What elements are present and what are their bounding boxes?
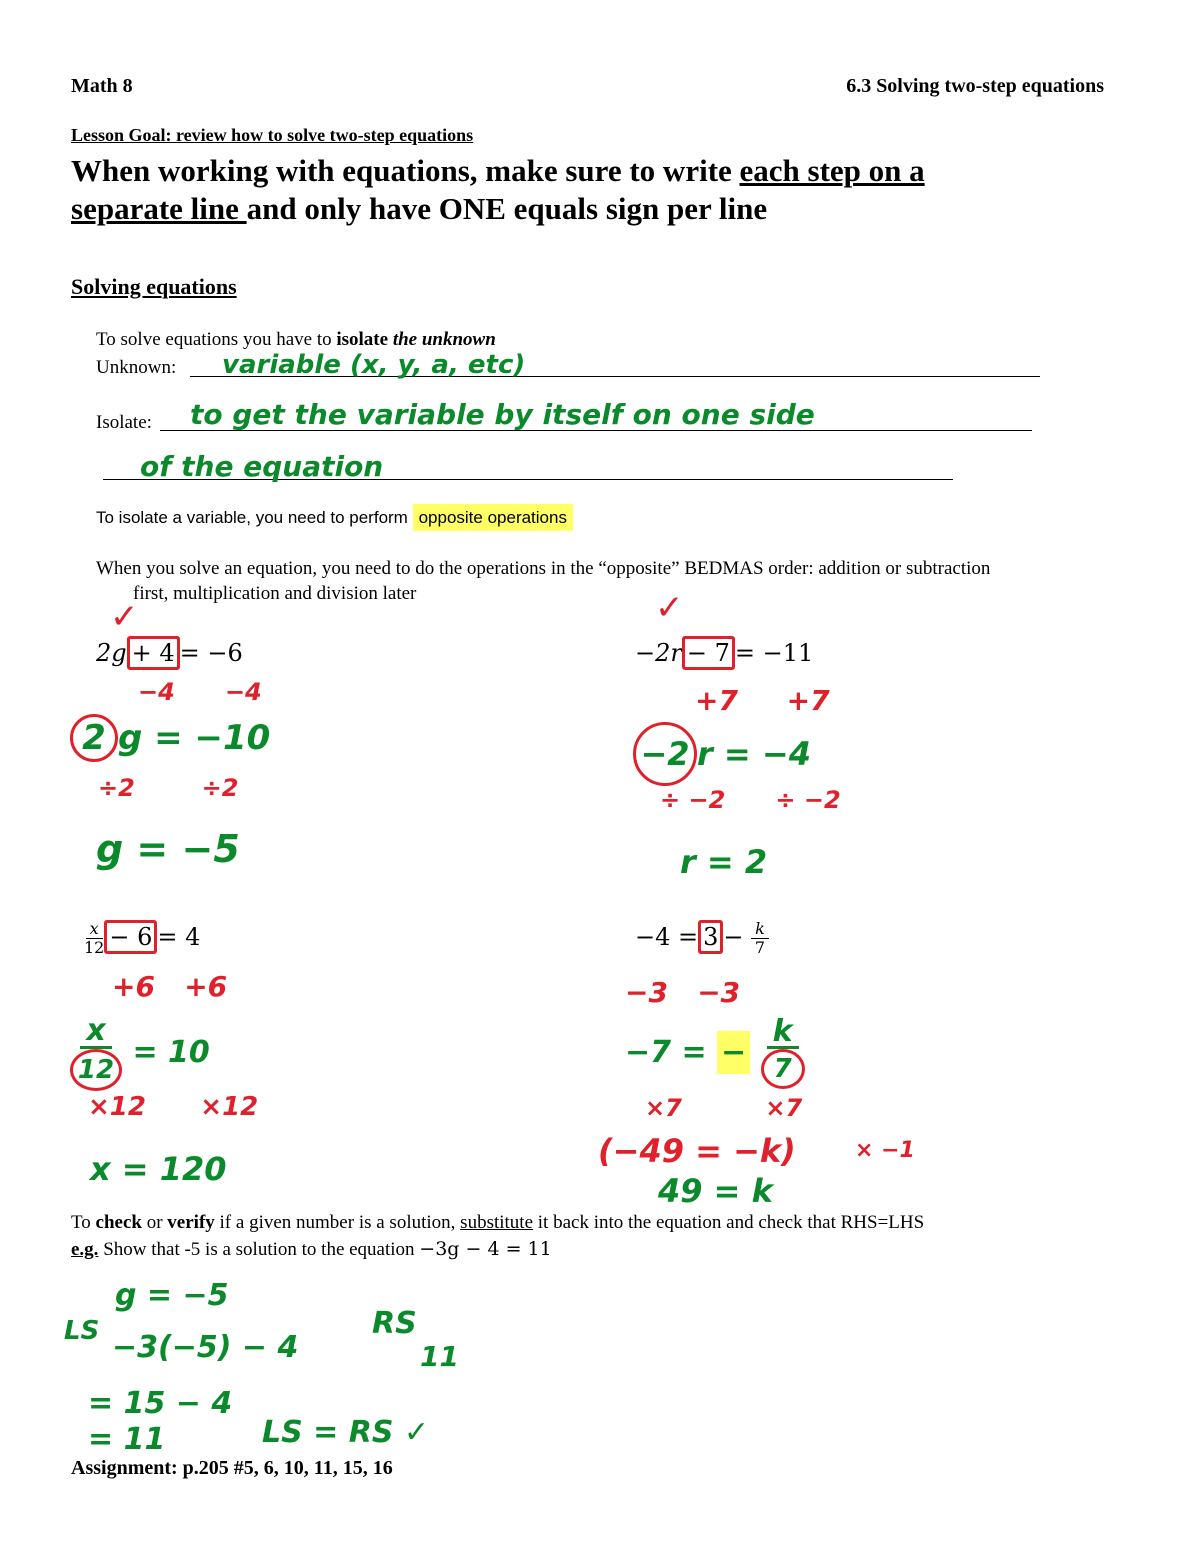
p2-step2-circle: −2 [633, 722, 697, 786]
p3-eq-b: = 4 [157, 923, 201, 951]
check-mark-2: ✓ [655, 588, 684, 628]
p4-step2-fraction [761, 1014, 805, 1089]
bedmas-text-1: When you solve an equation, you need to do the operations in the “opposite” BEDMAS order: addition or subtraction [96, 558, 991, 579]
intro-part2: and only have ONE equals sign per line [246, 191, 768, 226]
solve-definition [96, 329, 496, 351]
verify-conclusion: LS = RS ✓ [262, 1415, 430, 1450]
p3-step3: ×12 ×12 [88, 1092, 259, 1122]
verify-rs-value: 11 [420, 1340, 459, 1373]
verify-eg: e.g. [71, 1239, 99, 1260]
p2-answer: r = 2 [680, 843, 768, 881]
course-title: Math 8 [71, 75, 133, 97]
p2-step2-rest: r = −4 [697, 735, 811, 773]
p3-step2-num: x [80, 1016, 111, 1049]
problem-4-equation [635, 920, 769, 957]
opposite-operations-highlight: opposite operations [413, 504, 573, 531]
unknown-phrase: the unknown [392, 329, 496, 350]
isolate-answer-2: of the equation [140, 450, 384, 483]
verify-verify-word: verify [167, 1212, 215, 1233]
p1-eq-box: + 4 [127, 636, 180, 670]
isolate-variable-text [96, 508, 573, 528]
verify-check-word: check [95, 1212, 142, 1233]
unknown-label: Unknown: [96, 357, 177, 378]
topic-title: 6.3 Solving two-step equations [846, 75, 1104, 97]
isolate-label: Isolate: [96, 412, 152, 433]
p3-eq-box: − 6 [104, 920, 157, 954]
p1-step1: −4 −4 [138, 678, 262, 706]
p2-step2 [633, 722, 811, 786]
p4-step3: ×7 ×7 [645, 1094, 803, 1122]
p1-step2-rest: g = −10 [118, 718, 271, 758]
p3-step2-rest: = 10 [132, 1035, 210, 1070]
p3-step1: +6 +6 [112, 970, 228, 1003]
verify-line2-text: Show that -5 is a solution to the equation [98, 1239, 420, 1260]
p2-step1: +7 +7 [695, 684, 830, 717]
lesson-goal: Lesson Goal: review how to solve two-step equations [71, 125, 474, 145]
problem-1-equation [96, 639, 243, 667]
p4-step4: (−49 = −k) [598, 1132, 796, 1170]
p3-eq-den: 12 [84, 938, 105, 957]
p3-step2 [70, 1013, 210, 1091]
p2-eq-a: −2r [635, 639, 682, 667]
verify-ls-step3: = 11 [88, 1422, 166, 1457]
verify-line1-b: if a given number is a solution, [214, 1212, 461, 1233]
p4-step2-highlight: − [717, 1031, 750, 1074]
p1-eq-b: = −6 [179, 639, 243, 667]
intro-underlined-1: each step on a [739, 153, 925, 188]
isolate-word: isolate [336, 329, 389, 350]
p4-step4-note: × −1 [855, 1138, 915, 1163]
solve-prefix: To solve equations you have to [96, 329, 337, 350]
assignment: Assignment: p.205 #5, 6, 10, 11, 15, 16 [71, 1457, 393, 1479]
p4-step2-circle: 7 [761, 1049, 805, 1089]
p3-step2-circle: 12 [70, 1049, 122, 1091]
p4-step2 [625, 1014, 805, 1089]
intro-statement [71, 152, 1131, 228]
bedmas-text-2: first, multiplication and division later [133, 583, 417, 604]
p4-step2-num: k [767, 1018, 799, 1049]
verify-given: g = −5 [115, 1278, 229, 1313]
p4-step1: −3 −3 [625, 976, 741, 1009]
p4-eq-a: −4 = [635, 923, 699, 951]
p1-step2 [70, 714, 270, 762]
isolate-answer-1: to get the variable by itself on one side [190, 398, 815, 431]
isolate-var-prefix: To isolate a variable, you need to perform [96, 508, 413, 527]
p1-step3: ÷2 ÷2 [98, 774, 239, 802]
verify-line1-c: it back into the equation and check that RHS=LHS [533, 1212, 925, 1233]
p4-fraction [751, 920, 769, 957]
verify-ls-step2: = 15 − 4 [88, 1386, 233, 1421]
intro-underlined-2: separate line [71, 191, 247, 226]
p3-fraction [84, 920, 104, 957]
verify-rs-label: RS [372, 1306, 417, 1341]
p2-eq-box: − 7 [682, 636, 735, 670]
p4-eq-num: k [751, 920, 769, 939]
problem-3-equation [84, 920, 200, 957]
intro-part1: When working with equations, make sure to write [71, 153, 740, 188]
problem-2-equation [635, 639, 813, 667]
verify-substitute: substitute [460, 1212, 534, 1233]
section-title: Solving equations [71, 274, 237, 299]
p2-step3: ÷ −2 ÷ −2 [660, 786, 841, 814]
verify-line-2 [71, 1238, 552, 1261]
p4-step2-left: −7 = [625, 1035, 707, 1070]
p3-answer: x = 120 [90, 1150, 227, 1188]
verify-to: To [71, 1212, 96, 1233]
p3-eq-num: x [86, 920, 103, 939]
verify-ls-step1: −3(−5) − 4 [112, 1330, 299, 1365]
check-mark-1: ✓ [110, 597, 139, 637]
p3-step2-fraction [70, 1013, 122, 1091]
p2-eq-b: = −11 [734, 639, 814, 667]
verify-or: or [141, 1212, 168, 1233]
verify-line-1 [71, 1212, 924, 1234]
p1-answer: g = −5 [96, 827, 240, 871]
p1-eq-a: 2g [96, 639, 127, 667]
unknown-answer: variable (x, y, a, etc) [222, 350, 526, 380]
p4-answer: 49 = k [658, 1172, 773, 1210]
p4-eq-box: 3 [698, 920, 723, 954]
verify-ls-label: LS [64, 1316, 100, 1346]
verify-equation: −3g − 4 = 11 [419, 1238, 552, 1260]
p4-eq-den: 7 [754, 938, 766, 957]
p1-step2-circle: 2 [70, 714, 118, 762]
p4-eq-minus: − [723, 923, 744, 951]
